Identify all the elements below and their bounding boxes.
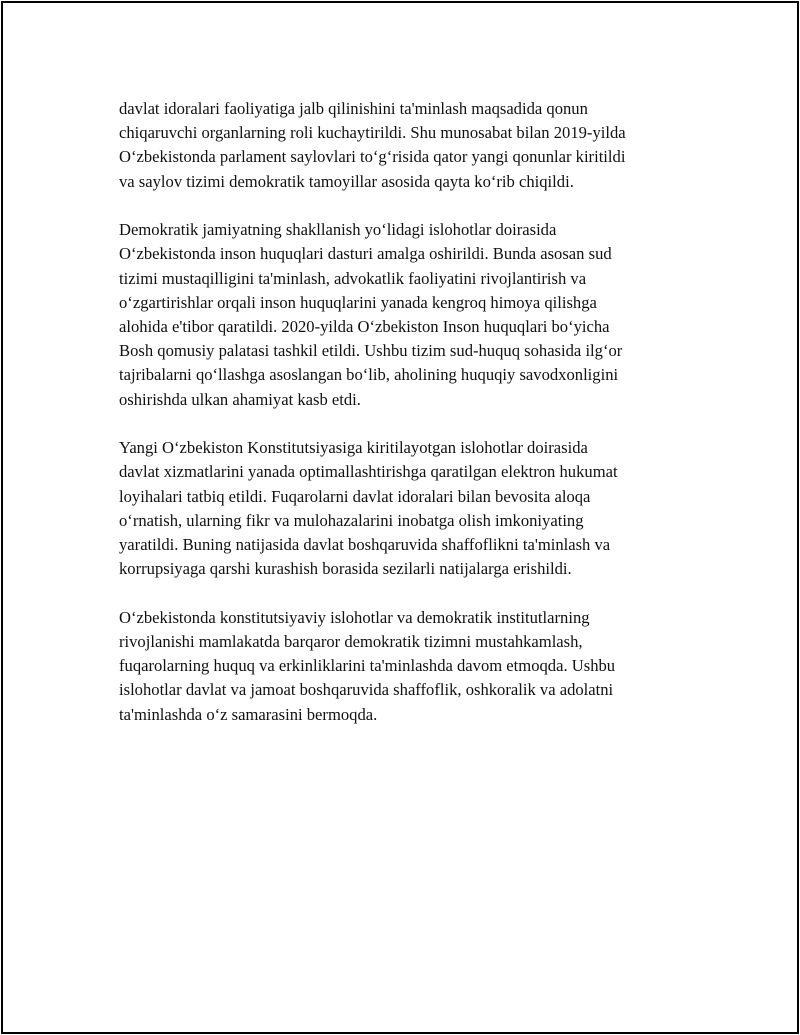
text-line: korrupsiyaga qarshi kurashish borasida sezilarli natijalarga erishildi. [119,559,572,579]
text-line: o‘zgartirishlar orqali inson huquqlarini yanada kengroq himoya qilishga [119,292,597,312]
paragraph-1 [119,97,699,194]
paragraph-2 [119,218,699,412]
paragraph-3 [119,436,699,581]
text-line: o‘rnatish, ularning fikr va mulohazalarini inobatga olish imkoniyating [119,510,584,530]
text-line: tajribalarni qo‘llashga asoslangan bo‘lib, aholining huquqiy savodxonligini [119,365,619,385]
text-line: O‘zbekistonda parlament saylovlari to‘g‘risida qator yangi qonunlar kiritildi [119,147,626,167]
text-line: loyihalari tatbiq etildi. Fuqarolarni davlat idoralari bilan bevosita aloqa [119,486,591,506]
text-line: oshirishda ulkan ahamiyat kasb etdi. [119,389,361,409]
text-line: O‘zbekistonda konstitutsiyaviy islohotlar va demokratik institutlarning [119,607,590,627]
paragraph-4 [119,606,699,727]
text-line: va saylov tizimi demokratik tamoyillar asosida qayta ko‘rib chiqildi. [119,171,574,191]
text-line: yaratildi. Buning natijasida davlat boshqaruvida shaffoflikni ta'minlash va [119,535,611,555]
text-line: Demokratik jamiyatning shakllanish yo‘lidagi islohotlar doirasida [119,220,557,240]
text-line: O‘zbekistonda inson huquqlari dasturi amalga oshirildi. Bunda asosan sud [119,244,612,264]
text-line: chiqaruvchi organlarning roli kuchaytirildi. Shu munosabat bilan 2019-yilda [119,123,626,143]
text-line: fuqarolarning huquq va erkinliklarini ta'minlashda davom etmoqda. Ushbu [119,656,616,676]
text-line: tizimi mustaqilligini ta'minlash, advokatlik faoliyatini rivojlantirish va [119,268,587,288]
text-line: Yangi O‘zbekiston Konstitutsiyasiga kiritilayotgan islohotlar doirasida [119,438,588,458]
text-line: davlat xizmatlarini yanada optimallashtirishga qaratilgan elektron hukumat [119,462,618,482]
text-line: rivojlanishi mamlakatda barqaror demokratik tizimni mustahkamlash, [119,632,583,652]
text-line: alohida e'tibor qaratildi. 2020-yilda O‘zbekiston Inson huquqlari bo‘yicha [119,317,610,337]
text-line: Bosh qomusiy palatasi tashkil etildi. Ushbu tizim sud-huquq sohasida ilg‘or [119,341,623,361]
text-line: islohotlar davlat va jamoat boshqaruvida shaffoflik, oshkoralik va adolatni [119,680,614,700]
text-line: davlat idoralari faoliyatiga jalb qilinishini ta'minlash maqsadida qonun [119,99,588,118]
page-frame [1,1,799,1034]
text-line: ta'minlashda o‘z samarasini bermoqda. [119,704,378,724]
document-body [119,97,699,751]
